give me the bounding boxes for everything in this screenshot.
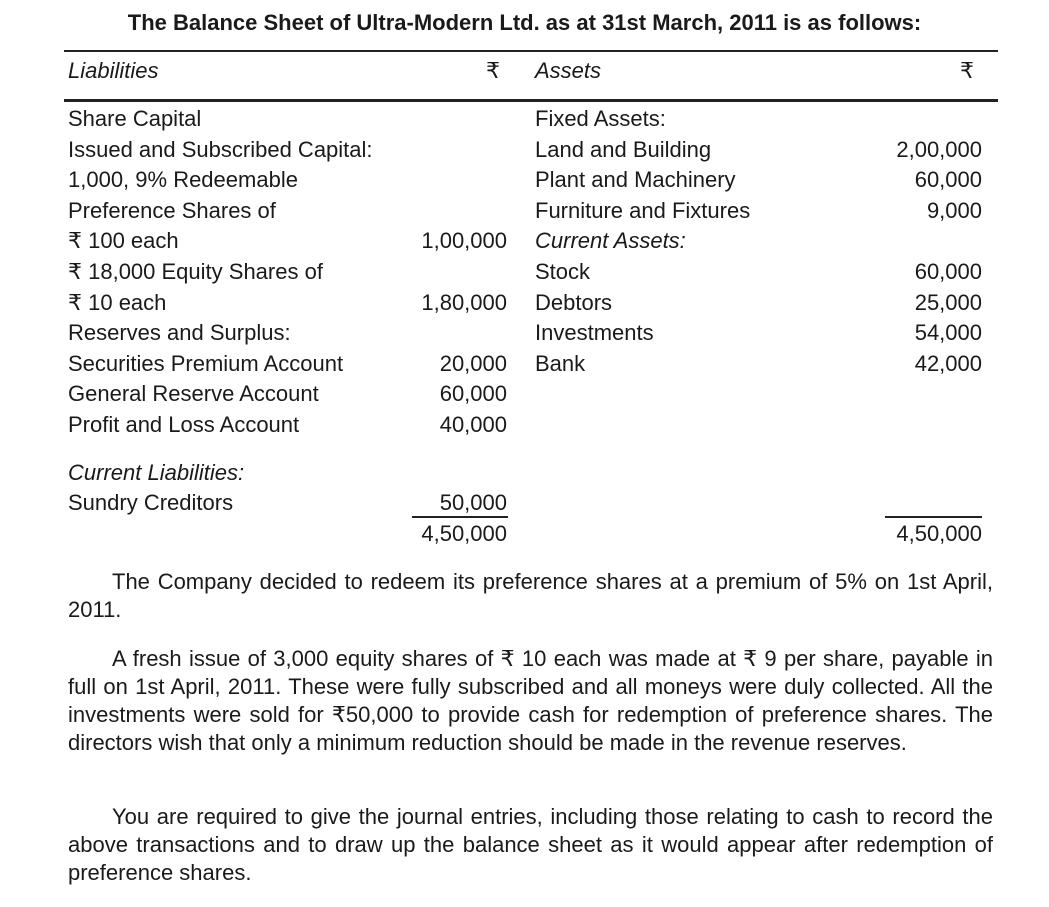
paragraph-redemption: The Company decided to redeem its preference shares at a premium of 5% on 1st April, 2011. — [68, 569, 993, 622]
asset-row-amount: 9,000 — [926, 198, 982, 223]
asset-row-label: Debtors — [535, 290, 613, 315]
asset-row-label: Current Assets: — [535, 228, 686, 253]
liability-row-amount: 40,000 — [439, 412, 507, 437]
liability-row-amount: 60,000 — [439, 381, 507, 406]
assets-currency-header: ₹ — [960, 58, 974, 83]
page-title: The Balance Sheet of Ultra-Modern Ltd. as at 31st March, 2011 is as follows: — [127, 10, 922, 35]
table-top-rule — [64, 50, 998, 52]
liability-row-amount: 1,80,000 — [421, 290, 507, 315]
liability-row-label: General Reserve Account — [68, 381, 319, 406]
current-liabilities-heading: Current Liabilities: — [68, 460, 245, 485]
liabilities-header: Liabilities — [68, 58, 159, 83]
asset-row-label: Furniture and Fixtures — [535, 198, 751, 223]
liability-row-amount: 1,00,000 — [421, 228, 507, 253]
asset-row-label: Investments — [535, 320, 654, 345]
assets-total-rule — [885, 516, 982, 518]
asset-row-label: Land and Building — [535, 137, 712, 162]
liability-row-amount: 20,000 — [439, 351, 507, 376]
liability-row-label: Reserves and Surplus: — [68, 320, 291, 345]
asset-row-amount: 42,000 — [914, 351, 982, 376]
liability-row-label: Preference Shares of — [68, 198, 276, 223]
liability-row-label: Securities Premium Account — [68, 351, 344, 376]
asset-row-label: Stock — [535, 259, 591, 284]
assets-header: Assets — [535, 58, 602, 83]
asset-row-amount: 60,000 — [914, 259, 982, 284]
asset-row-amount: 25,000 — [914, 290, 982, 315]
sundry-creditors-amount: 50,000 — [439, 490, 507, 515]
liabilities-currency-header: ₹ — [486, 58, 500, 83]
asset-row-amount: 2,00,000 — [896, 137, 982, 162]
table-header-rule — [64, 99, 998, 102]
asset-row-label: Bank — [535, 351, 586, 376]
liability-row-label: ₹ 100 each — [68, 228, 179, 253]
sundry-creditors-label: Sundry Creditors — [68, 490, 234, 515]
asset-row-label: Plant and Machinery — [535, 167, 736, 192]
asset-row-amount: 60,000 — [914, 167, 982, 192]
liability-row-label: 1,000, 9% Redeemable — [68, 167, 298, 192]
liabilities-total: 4,50,000 — [421, 521, 507, 546]
liability-row-label: ₹ 10 each — [68, 290, 167, 315]
asset-row-label: Fixed Assets: — [535, 106, 666, 131]
liability-row-label: Issued and Subscribed Capital: — [68, 137, 373, 162]
paragraph-requirement: You are required to give the journal entries, including those relating to cash to record the above transactions and to draw up the balance sheet as it would appear after redemption of preference shares. — [68, 804, 993, 885]
assets-total: 4,50,000 — [896, 521, 982, 546]
liabilities-total-rule — [412, 516, 508, 518]
liability-row-label: Share Capital — [68, 106, 202, 131]
paragraph-fresh-issue: A fresh issue of 3,000 equity shares of ₹ 10 each was made at ₹ 9 per share, payable in full on 1st April, 2011. These were fully subscribed and all moneys were duly collected. All the investments were sold for ₹50,000 to provide cash for redemption of preference shares. The directors wish that only a minimum reduction should be made in the revenue reserves. — [68, 646, 993, 755]
asset-row-amount: 54,000 — [914, 320, 982, 345]
liability-row-label: ₹ 18,000 Equity Shares of — [68, 259, 323, 284]
liability-row-label: Profit and Loss Account — [68, 412, 300, 437]
